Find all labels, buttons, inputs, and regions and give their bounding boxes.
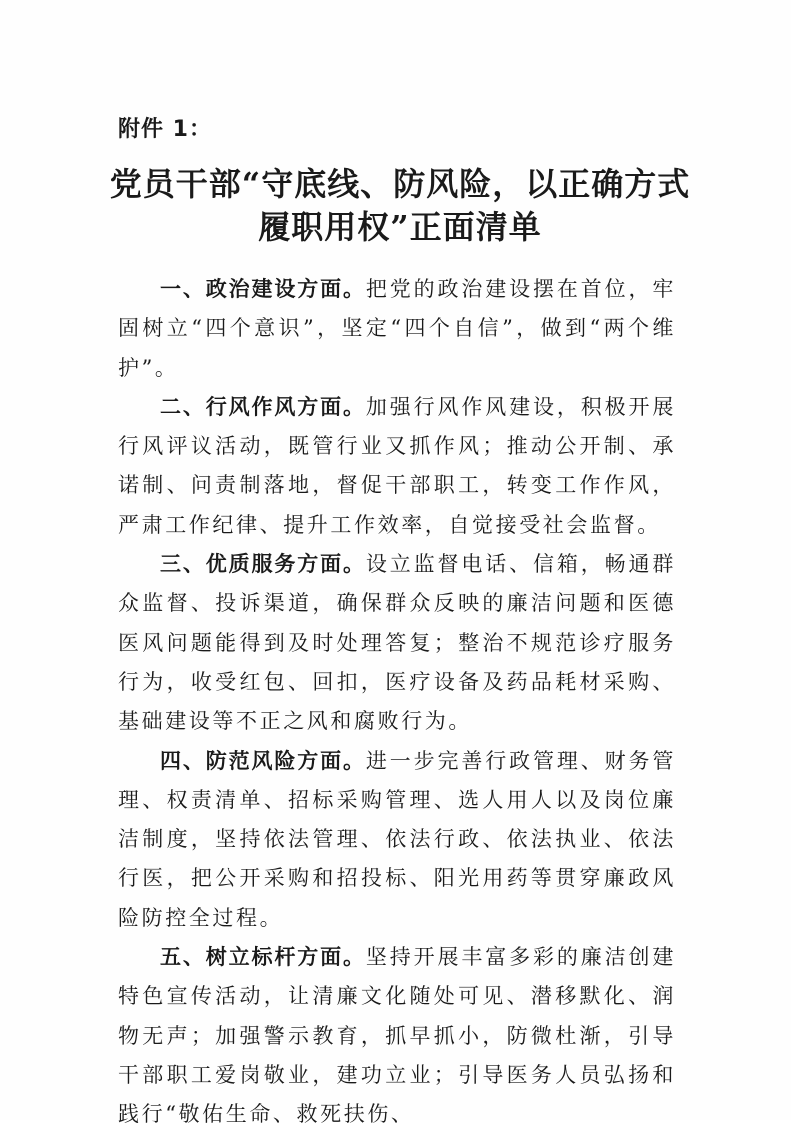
section-service — [118, 545, 676, 741]
section-heading: 三、优质服务方面。 — [160, 552, 366, 577]
section-heading: 一、政治建设方面。 — [160, 277, 366, 301]
section-text: 加强行风作风建设，积极开展行风评议活动，既管行业又抓作风；推动公开制、承诺制、问责制落地，督促干部职工，转变工作作风，严肃工作纪律、提升工作效率，自觉接受社会监督。 — [118, 394, 676, 537]
section-text: 把党的政治建设摆在首位，牢固树立“四个意识”，坚定“四个自信”，做到“两个维护”。 — [118, 277, 676, 380]
section-text: 进一步完善行政管理、财务管理、权责清单、招标采购管理、选人用人以及岗位廉洁制度，坚持依法管理、依法行政、依法执业、依法行医，把公开采购和招投标、阳光用药等贯穿廉政风险防控全过程。 — [118, 748, 676, 930]
section-heading: 五、树立标杆方面。 — [160, 945, 366, 970]
attachment-label: 附件 1： — [118, 117, 212, 142]
document-title-line-2: 履职用权”正面清单 — [258, 208, 542, 246]
section-text: 坚持开展丰富多彩的廉洁创建特色宣传活动，让清廉文化随处可见、潜移默化、润物无声；加强警示教育，抓早抓小，防微杜渐，引导干部职工爱岗敬业，建功立业；引导医务人员弘扬和践行“敬佑生命、救死扶伤、 — [118, 945, 676, 1127]
section-risk — [118, 742, 676, 938]
section-conduct — [118, 388, 676, 545]
section-heading: 二、行风作风方面。 — [160, 394, 366, 419]
section-text: 设立监督电话、信箱，畅通群众监督、投诉渠道，确保群众反映的廉洁问题和医德医风问题能得到及时处理答复；整治不规范诊疗服务行为，收受红包、回扣，医疗设备及药品耗材采购、基础建设等不正之风和腐败行为。 — [118, 552, 676, 734]
document-title-line-1: 党员干部“守底线、防风险，以正确方式 — [109, 165, 691, 203]
section-political — [118, 270, 676, 388]
section-heading: 四、防范风险方面。 — [160, 748, 366, 773]
section-benchmark — [118, 938, 676, 1134]
document-body — [118, 270, 676, 1135]
